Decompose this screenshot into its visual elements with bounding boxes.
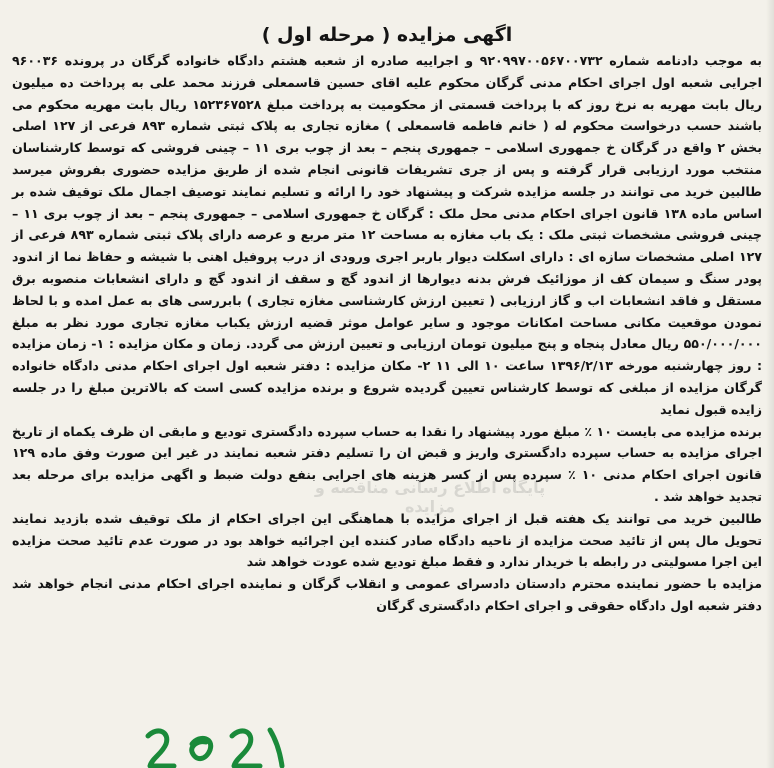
- watermark-text: پایگاه اطلاع رسانی مناقصه و مزایده: [314, 478, 546, 516]
- paragraph-deposit: برنده مزایده می بایست ۱۰ ٪ مبلغ مورد پیشنهاد را نقدا به حساب سپرده دادگستری تودیع و مابقی ان ظرف یکماه از تاریخ اجرای مزایده به حساب سپرده دادگستری واریز و قبض ان را تسلیم دفتر شعبه نمایند در غیر این صورت وفق ماده ۱۲۹ قانون اجرای احکام مدنی ۱۰ ٪ سپرده پس از کسر هزینه های اجرایی بنفع دولت ضبط و اگهی مزایده برای مرحله بعد تجدید خواهد شد .: [12, 423, 762, 504]
- paragraph-main: به موجب دادنامه شماره ۹۲۰۹۹۷۰۰۵۶۷۰۰۷۳۲ و اجراییه صادره از شعبه هشتم دادگاه خانواده گرگان در پرونده ۹۶۰۰۳۶ اجرایی شعبه اول اجرای احکام مدنی گرگان محکوم علیه اقای حسین قاسمعلی فرزند محمد علی به پرداخت ده میلیون ریال بابت مهریه به نرخ روز که با پرداخت قسمتی از محکومیت به پرداخت مبلغ ۱۵۲۳۶۷۵۲۸ ریال بابت مهریه محکوم می باشند حسب درخواست محکوم له ( خانم فاطمه قاسمعلی ) مغازه تجاری به پلاک ثبتی شماره ۸۹۳ فرعی از ۱۲۷ اصلی بخش ۲ واقع در گرگان خ جمهوری اسلامی – جمهوری پنجم – بعد از چوب بری ۱۱ – چینی فروشی که توسط کارشناسان منتخب مورد ارزیابی قرار گرفته و پس از جری تشریفات قانونی انجام شده از طریق مزایده حضوری بفروش میرسد طالبین خرید می توانند در جلسه مزایده شرکت و پیشنهاد خود را ارائه و تسلیم نمایند توصیف اجمال ملک توقیف شده بر اساس ماده ۱۳۸ قانون اجرای احکام مدنی محل ملک : گرگان خ جمهوری اسلامی – جمهوری پنجم – بعد از چوب بری ۱۱ – چینی فروشی مشخصات ثبتی ملک : یک باب مغازه به مساحت ۱۲ متر مربع و عرصه دارای پلاک ثبتی شماره ۸۹۳ فرعی از ۱۲۷ اصلی مشخصات سازه ای : دارای اسکلت دیوار باربر اجری ورودی از درب پروفیل اهنی با شیشه و حفاظ نما از اندود پودر سنگ و سیمان کف از موزائیک فرش بدنه دیوارها از اندود گچ و سقف از اندود گچ و دارای انشعابات منصوبه برق مستقل و فاقد انشعابات اب و گاز ارزیابی ( تعیین ارزش کارشناسی مغازه تجاری ) بابررسی های به عمل امده و با لحاظ نمودن موقعیت مکانی مساحت امکانات موجود و سایر عوامل موثر قضیه ارزش یکباب مغازه تجاری مورد نظر به مبلغ ۵۵۰/۰۰۰/۰۰۰ ریال معادل پنجاه و پنج میلیون تومان ارزیابی و تعیین ارزش می گردد. زمان و مکان مزایده : ۱- زمان مزایده : روز چهارشنبه مورخه ۱۳۹۶/۲/۱۳ ساعت ۱۰ الی ۱۱ ۲- مکان مزایده : دفتر شعبه اول اجرای احکام مدنی دادگاه خانواده گرگان مزایده از مبلغی که توسط کارشناس تعیین گردیده شروع و برنده مزایده کسی است که بالاترین مبلغ را در جلسه زایده قبول نماید: [12, 53, 763, 417]
- page-edge-shadow: [766, 0, 774, 768]
- notice-body: [12, 50, 762, 617]
- paragraph-attendance: مزایده با حضور نماینده محترم دادستان دادسرای عمومی و انقلاب گرگان و نماینده اجرای احکام مدنی انجام خواهد شد دفتر شعبه اول دادگاه حقوقی و اجرای احکام دادگستری گرگان: [12, 576, 762, 613]
- paragraph-visit: طالبین خرید می توانند یک هفته قبل از اجرای مزایده با هماهنگی این اجرای احکام از ملک توقیف شده بازدید نمایند تحویل مال پس از تائید صحت مزایده از ناحیه دادگاه صادر کننده این اجرائیه خواهد بود در صورت عدم تائید صحت مزایده این اجرا مسولیتی در رابطه با خریدار ندارد و فقط مبلغ تودیع شده عودت خواهد شد: [12, 510, 762, 570]
- notice-title: اگهی مزایده ( مرحله اول ): [261, 24, 513, 46]
